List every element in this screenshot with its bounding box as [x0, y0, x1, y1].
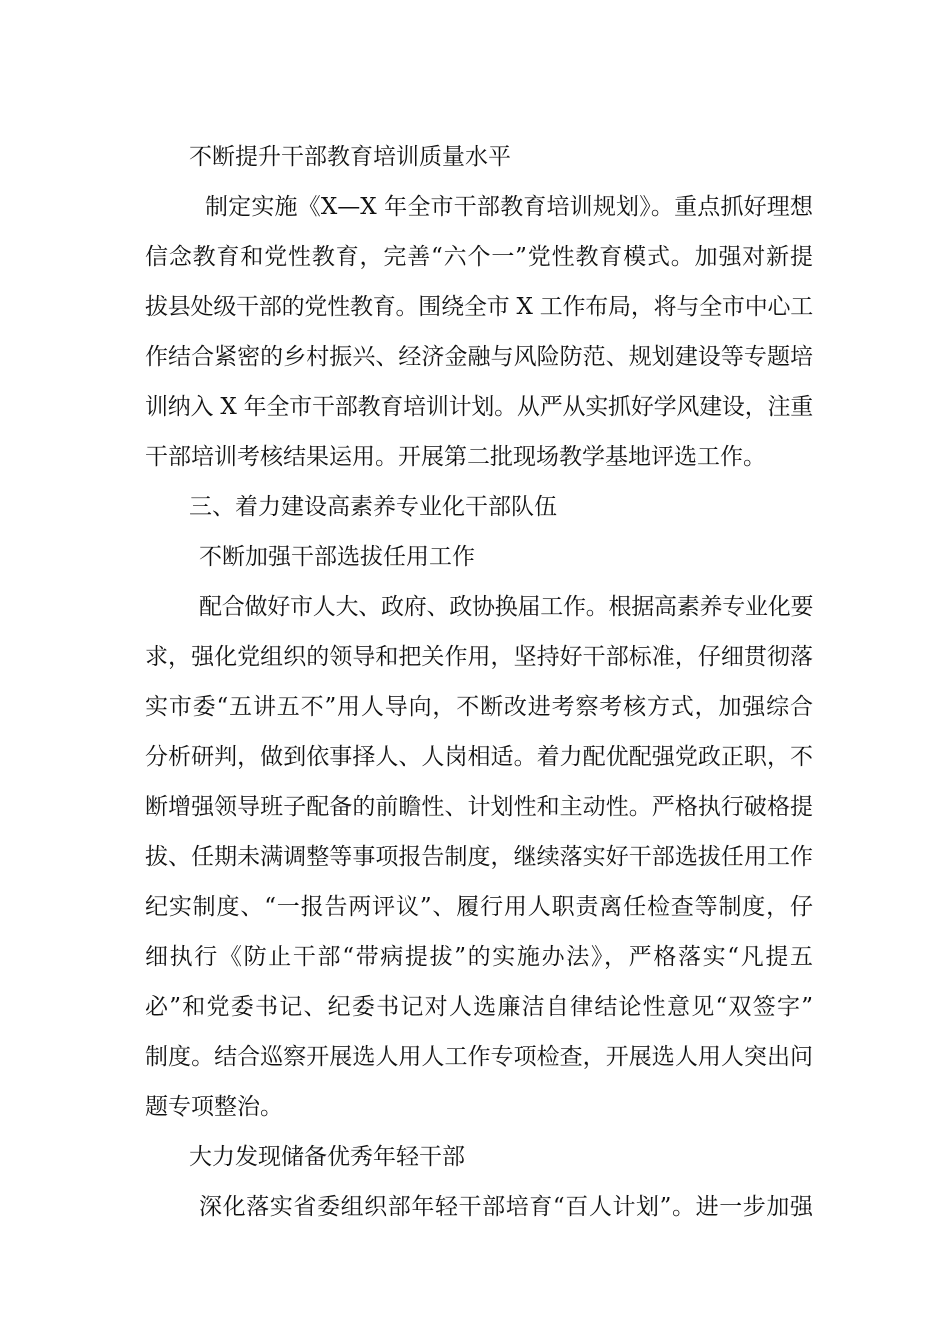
paragraph-line: 干部培训考核结果运用。开展第二批现场教学基地评选工作。: [145, 444, 766, 470]
paragraph-line: 求，强化党组织的领导和把关作用，坚持好干部标准，仔细贯彻落: [145, 644, 813, 670]
paragraph-line: 题专项整治。: [145, 1094, 283, 1120]
paragraph-line: 拔县处级干部的党性教育。围绕全市 X 工作布局，将与全市中心工: [145, 294, 813, 320]
paragraph-line: 必”和党委书记、纪委书记对人选廉洁自律结论性意见“双签字”: [145, 994, 813, 1020]
paragraph-line: 实市委“五讲五不”用人导向，不断改进考察考核方式，加强综合: [145, 694, 813, 720]
paragraph-line: 配合做好市人大、政府、政协换届工作。根据高素养专业化要: [199, 594, 814, 620]
document-body: [145, 132, 813, 1232]
paragraph-line: 拔、任期未满调整等事项报告制度，继续落实好干部选拔任用工作: [145, 844, 813, 870]
paragraph-line: 断增强领导班子配备的前瞻性、计划性和主动性。严格执行破格提: [145, 794, 813, 820]
paragraph-line: 作结合紧密的乡村振兴、经济金融与风险防范、规划建设等专题培: [145, 344, 813, 370]
paragraph-line: 细执行《防止干部“带病提拔”的实施办法》，严格落实“凡提五: [145, 944, 813, 970]
section-heading: 不断加强干部选拔任用工作: [199, 544, 475, 570]
paragraph-line: 信念教育和党性教育，完善“六个一”党性教育模式。加强对新提: [145, 244, 813, 270]
paragraph-line: 深化落实省委组织部年轻干部培育“百人计划”。进一步加强: [199, 1194, 813, 1220]
paragraph-line: 制度。结合巡察开展选人用人工作专项检查，开展选人用人突出问: [145, 1044, 813, 1070]
paragraph-line: 制定实施《X—X 年全市干部教育培训规划》。重点抓好理想: [205, 194, 813, 220]
paragraph-line: 分析研判，做到依事择人、人岗相适。着力配优配强党政正职，不: [145, 744, 813, 770]
section-heading: 大力发现储备优秀年轻干部: [189, 1144, 465, 1170]
section-heading: 不断提升干部教育培训质量水平: [189, 144, 511, 170]
section-heading: 三、着力建设高素养专业化干部队伍: [189, 494, 557, 520]
paragraph-line: 训纳入 X 年全市干部教育培训计划。从严从实抓好学风建设，注重: [145, 394, 813, 420]
paragraph-line: 纪实制度、“一报告两评议”、履行用人职责离任检查等制度，仔: [145, 894, 813, 920]
